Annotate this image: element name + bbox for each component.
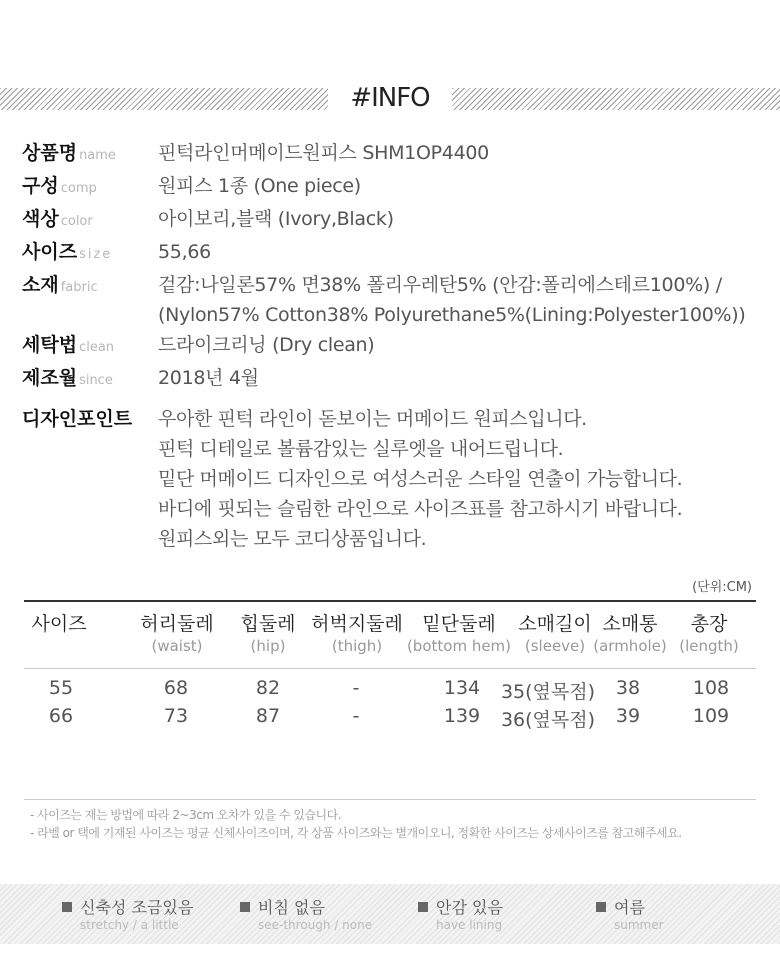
info-row-since xyxy=(22,363,772,396)
info-value-line2: (Nylon57% Cotton38% Polyurethane5%(Lining:Polyester100%)) xyxy=(158,304,746,326)
feature-label: 비침 없음 xyxy=(258,898,325,917)
info-value: 55,66 xyxy=(158,241,211,263)
header-cell xyxy=(514,602,596,656)
info-label: 세탁법 xyxy=(22,334,78,356)
feature-label: 여름 xyxy=(614,898,645,917)
square-bullet-icon xyxy=(596,902,606,912)
size-unit: (단위:CM) xyxy=(692,580,752,595)
info-row-color xyxy=(22,204,772,237)
feature-see-through xyxy=(240,898,372,932)
info-label: 상품명 xyxy=(22,142,78,164)
cell: 134 xyxy=(443,677,481,699)
info-label-en: size xyxy=(79,247,113,262)
info-value: 아이보리,블랙 (Ivory,Black) xyxy=(158,208,394,230)
header-cell xyxy=(404,602,514,656)
info-row-comp xyxy=(22,171,772,204)
header-cell xyxy=(136,602,218,656)
square-bullet-icon xyxy=(62,902,72,912)
table-header-row xyxy=(24,602,756,668)
header-en: (thigh) xyxy=(331,637,383,655)
info-label: 소재 xyxy=(22,274,59,296)
info-label: 사이즈 xyxy=(22,241,78,263)
cell: 55 xyxy=(48,677,74,699)
table-row xyxy=(24,705,756,733)
header-en: (hip) xyxy=(250,637,286,655)
cell: 82 xyxy=(255,677,281,699)
header-ko: 사이즈 xyxy=(31,613,87,635)
cell: 108 xyxy=(692,677,730,699)
size-notes xyxy=(30,806,682,842)
note-line: - 라벨 or 택에 기재된 사이즈는 평균 신체사이즈이며, 각 상품 사이즈와는 별개이오니, 정확한 사이즈는 상세사이즈를 참고해주세요. xyxy=(30,826,682,840)
info-row-clean xyxy=(22,330,772,363)
cell: 35(옆목점) xyxy=(500,681,596,703)
info-label-en: comp xyxy=(60,181,97,196)
info-label-en: since xyxy=(79,373,113,388)
size-table xyxy=(24,600,756,800)
info-value: 2018년 4월 xyxy=(158,367,259,389)
header-cell xyxy=(310,602,404,656)
design-point xyxy=(22,404,772,554)
cell: 139 xyxy=(443,705,481,727)
header-ko: 허리둘레 xyxy=(140,613,214,635)
info-label: 구성 xyxy=(22,175,59,197)
table-bottom-line xyxy=(24,799,756,800)
feature-label-en: have lining xyxy=(436,918,503,932)
cell: 38 xyxy=(615,677,641,699)
header-cell xyxy=(674,602,744,656)
cell: 73 xyxy=(163,705,189,727)
note-line: - 사이즈는 재는 방법에 따라 2~3cm 오차가 있을 수 있습니다. xyxy=(30,808,342,822)
square-bullet-icon xyxy=(418,902,428,912)
info-value: 핀턱라인머메이드원피스 SHM1OP4400 xyxy=(158,142,489,164)
feature-stretch xyxy=(62,898,193,932)
design-line: 밑단 머메이드 디자인으로 여성스러운 스타일 연출이 가능합니다. xyxy=(158,468,683,490)
header-cell xyxy=(24,602,94,636)
info-title-bar xyxy=(0,83,780,113)
design-point-label: 디자인포인트 xyxy=(22,408,133,430)
header-ko: 허벅지둘레 xyxy=(311,613,403,635)
header-cell xyxy=(590,602,670,656)
feature-label-en: see-through / none xyxy=(258,918,373,932)
product-info xyxy=(22,138,772,396)
cell: 36(옆목점) xyxy=(500,709,596,731)
header-ko: 힙둘레 xyxy=(240,613,296,635)
cell: 66 xyxy=(48,705,74,727)
header-ko: 밑단둘레 xyxy=(422,613,496,635)
header-en: (waist) xyxy=(151,637,203,655)
info-label: 색상 xyxy=(22,208,59,230)
info-row-fabric xyxy=(22,270,772,330)
header-en: (length) xyxy=(679,637,739,655)
feature-label: 신축성 조금있음 xyxy=(80,898,194,917)
header-ko: 소매길이 xyxy=(518,613,592,635)
info-title: #INFO xyxy=(328,82,452,114)
info-label-en: fabric xyxy=(60,280,98,295)
feature-label-en: stretchy / a little xyxy=(80,918,179,932)
design-line: 바디에 핏되는 슬림한 라인으로 사이즈표를 참고하시기 바랍니다. xyxy=(158,498,683,520)
header-en: (armhole) xyxy=(593,637,667,655)
cell: 109 xyxy=(692,705,730,727)
info-value: 원피스 1종 (One piece) xyxy=(158,175,361,197)
square-bullet-icon xyxy=(240,902,250,912)
feature-label-en: summer xyxy=(614,918,664,932)
feature-lining xyxy=(418,898,503,932)
info-label-en: clean xyxy=(79,340,115,355)
cell: - xyxy=(352,677,360,699)
info-value: 겉감:나일론57% 면38% 폴리우레탄5% (안감:폴리에스테르100%) / xyxy=(158,274,722,296)
feature-label: 안감 있음 xyxy=(436,898,503,917)
cell: 68 xyxy=(163,677,189,699)
cell: - xyxy=(352,705,360,727)
header-ko: 소매통 xyxy=(602,613,658,635)
header-en: (bottom hem) xyxy=(406,637,512,655)
info-row-name xyxy=(22,138,772,171)
design-line: 핀턱 디테일로 볼륨감있는 실루엣을 내어드립니다. xyxy=(158,438,564,460)
feature-bar xyxy=(0,884,780,944)
header-cell xyxy=(234,602,302,656)
info-label-en: color xyxy=(60,214,93,229)
info-label-en: name xyxy=(79,148,116,163)
info-label: 제조월 xyxy=(22,367,78,389)
header-ko: 총장 xyxy=(690,613,728,635)
cell: 39 xyxy=(615,705,641,727)
header-en: (sleeve) xyxy=(524,637,586,655)
table-row xyxy=(24,677,756,705)
info-row-size xyxy=(22,237,772,270)
design-line: 우아한 핀턱 라인이 돋보이는 머메이드 원피스입니다. xyxy=(158,408,587,430)
info-value: 드라이크리닝 (Dry clean) xyxy=(158,334,375,356)
feature-season xyxy=(596,898,664,932)
cell: 87 xyxy=(255,705,281,727)
design-line: 원피스외는 모두 코디상품입니다. xyxy=(158,528,427,550)
